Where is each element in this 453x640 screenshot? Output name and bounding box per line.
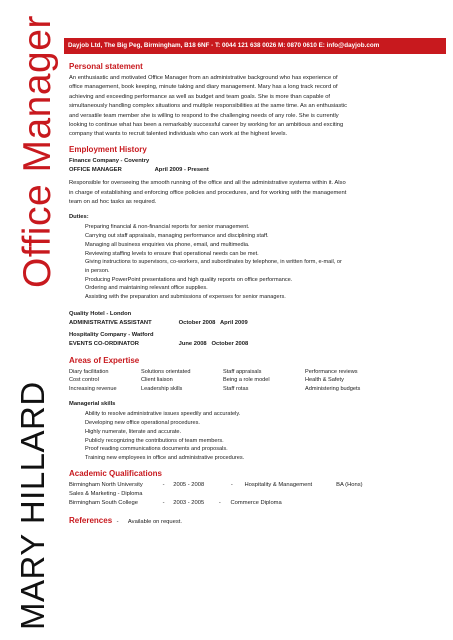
job2-role-line [69,319,445,328]
duty-item: Giving instructions to supervisors, co-workers, and subordinates by telephone, in written form, e-mail, or [85,259,342,266]
candidate-name-vertical: MARY HILLARD [14,381,51,630]
managerial-item: Training new employees in office and administrative procedures. [85,454,245,461]
expertise-item: Administering budgets [305,385,361,392]
academic-dash: - [230,481,233,488]
duty-item: Managing all business enquiries via phone, email, and multimedia. [85,241,250,248]
academic-extra: Sales & Marketing - Diploma [69,491,143,498]
academic-school: Birmingham North University [69,481,143,488]
duty-item: Preparing financial & non-financial reports for senior management. [85,224,250,231]
job2-company: Quality Hotel - London [69,310,132,317]
references-row [69,516,445,525]
academic-heading: Academic Qualifications [69,468,162,478]
references-text: Available on request. [127,518,182,525]
job1-responsibility-line: team on ad hoc tasks as required. [69,199,157,206]
contact-details: Dayjob Ltd, The Big Peg, Birmingham, B18 6NF - T: 0044 121 638 0026 M: 0870 0610 E: info@dayjob.com [68,42,380,49]
employment-history-heading: Employment History [69,144,147,154]
expertise-item: Client liaison [141,377,173,384]
expertise-item: Being a role model [223,377,270,384]
job1-responsibility-line: Responsible for overseeing the smooth running of the office and all the administrative systems within it. Also [69,180,346,187]
managerial-item: Highly numerate, literate and accurate. [85,428,182,435]
academic-award: BA (Hons) [336,481,363,488]
expertise-item: Performance reviews [305,368,358,375]
managerial-skills-list [69,410,445,462]
statement-line: office management, book keeping, minute taking and diary management. Mary has a long track record of [69,84,338,91]
statement-line: An enthusiastic and motivated Office Manager from an administrative background who has experience of [69,75,338,81]
duty-item: Producing PowerPoint presentations and high quality reports on office performance. [85,276,293,283]
job1-responsibility-line: in charge of establishing and enforcing office policies and procedures, and for working with the management [69,189,347,196]
statement-line: and versatile team member she is willing to respond to the challenging needs of any role. She is currently [69,112,339,119]
academic-dash: - [162,500,165,507]
side-job-title [2,15,64,288]
job1-role: OFFICE MANAGER [69,167,122,174]
expertise-item: Health & Safety [305,377,344,384]
duties-list [69,223,445,301]
personal-statement-body [69,74,445,140]
job3-company: Hospitality Company - Watford [69,332,154,339]
references-dash: - [116,518,119,525]
job1-dates: April 2009 - Present [154,167,209,174]
duties-label: Duties: [69,214,89,221]
academic-course: Commerce Diploma [230,500,282,507]
contact-header-bar [64,38,446,54]
academic-row [69,481,445,490]
duty-item: Reviewing staffing levels to ensure that operational needs can be met. [85,250,259,257]
expertise-item: Increasing revenue [69,385,117,392]
managerial-skills-label: Managerial skills [69,401,116,408]
job3-role: EVENTS CO-ORDINATOR [69,341,139,348]
managerial-item: Publicly recognizing the contributions of team members. [85,437,224,444]
academic-dash: - [162,481,165,488]
duty-item: Assisting with the preparation and submissions of expenses for senior managers. [85,294,286,301]
managerial-item: Proof reading communications documents and proposals. [85,446,228,453]
academic-row [69,499,445,508]
cv-main-content [69,62,445,525]
statement-line: company that wants to recruit talented individuals who can work at the highest levels. [69,131,288,138]
side-name [2,370,64,630]
expertise-item: Staff appraisals [223,368,262,375]
managerial-item: Ability to resolve administrative issues speedily and accurately. [85,411,241,418]
statement-line: simultaneously handling complex situations and multiple responsibilities at the same time. As an enthusiastic [69,103,348,110]
statement-line: achieving and exceeding performance as well as budget and team goals. She is more than capable of [69,93,331,100]
expertise-grid [69,368,445,394]
duty-item: Carrying out staff appraisals, managing performance and disciplining staff. [85,233,269,240]
managerial-item: Developing new office operational procedures. [85,420,200,427]
expertise-item: Staff rotas [223,385,249,392]
expertise-item: Diary facilitation [69,368,109,375]
academic-school: Birmingham South College [69,500,138,507]
statement-line: looking to continue what has been a remarkably successful career by working for an ambitious and exciting [69,122,344,129]
job1-company: Finance Company - Coventry [69,157,150,164]
references-heading: References [69,515,113,525]
job2-role: ADMINISTRATIVE ASSISTANT [69,320,152,326]
job2-dates: October 2008 April 2009 [178,320,248,326]
job-title-vertical: Office Manager [16,15,59,288]
academic-course: Hospitality & Management [244,481,313,488]
duty-item: Ordering and maintaining relevant office supplies. [85,285,208,292]
expertise-item: Leadership skills [141,385,183,392]
personal-statement-heading: Personal statement [69,62,143,71]
expertise-item: Cost control [69,377,99,384]
job3-role-line [69,340,445,349]
academic-years: 2003 - 2005 [173,500,205,507]
academic-years: 2005 - 2008 [173,481,205,488]
duty-item: in person. [85,267,110,274]
job1-role-line [69,166,445,175]
job3-dates: June 2008 October 2008 [178,341,249,348]
expertise-item: Solutions orientated [141,368,191,375]
expertise-heading: Areas of Expertise [69,355,140,365]
academic-dash: - [218,500,221,507]
